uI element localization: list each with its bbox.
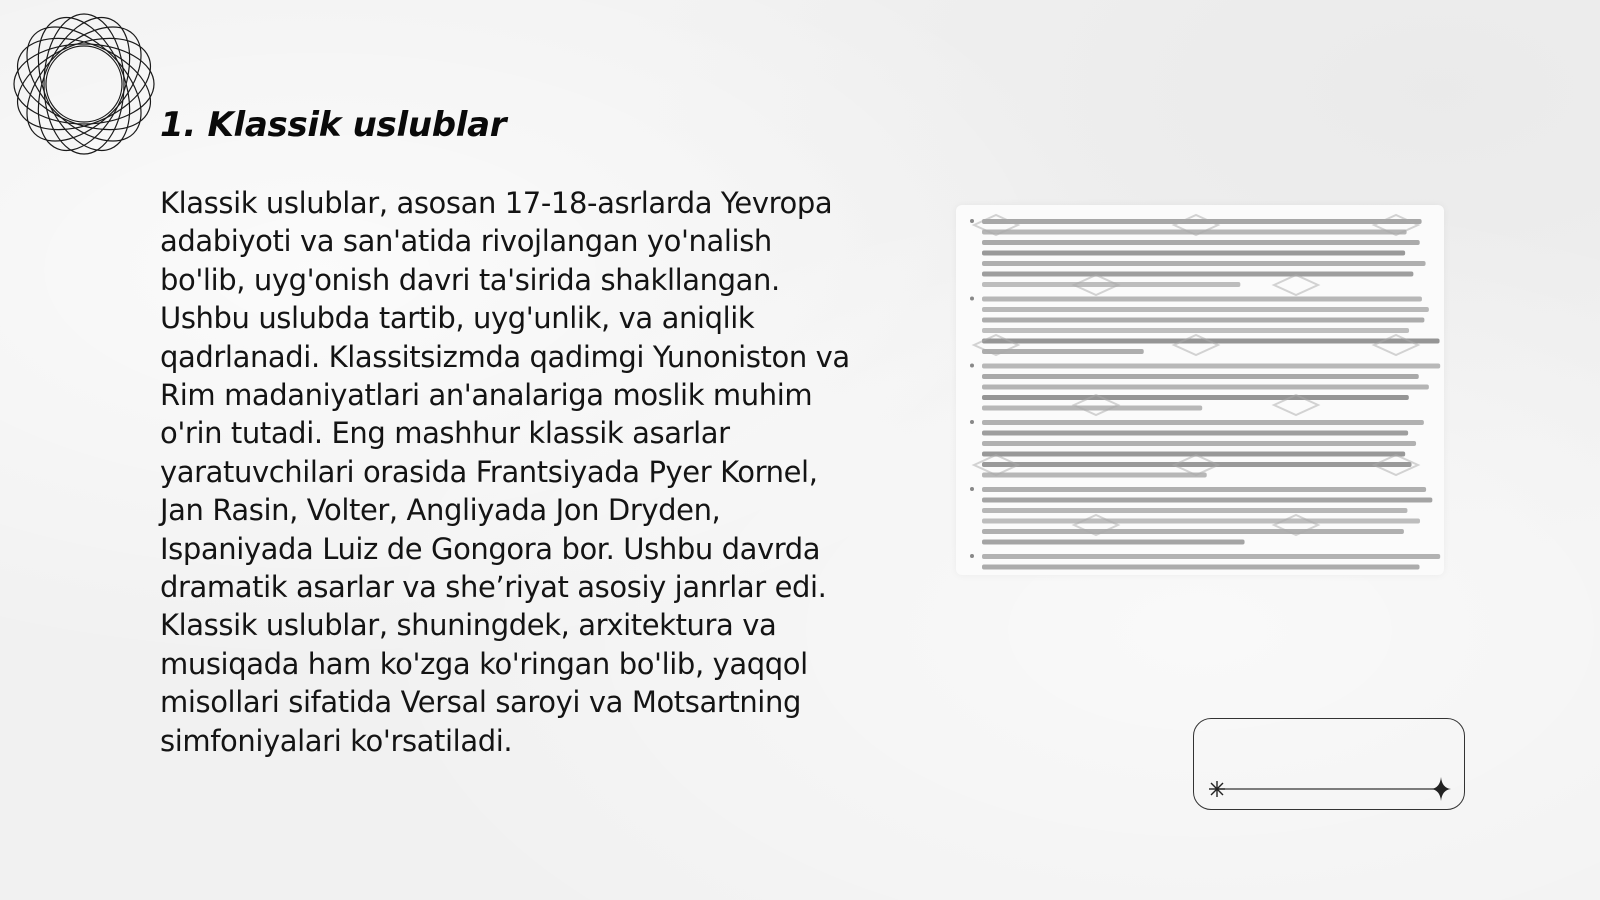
document-scan-image — [956, 205, 1444, 575]
frame-line — [1194, 719, 1466, 811]
slide-body-text: Klassik uslublar, asosan 17-18-asrlarda Yevropa adabiyoti va san'atida rivojlangan yo'nalish bo'lib, uyg'onish davri ta'sirida shakllangan. Ushbu uslubda tartib, uyg'unlik, va aniqlik qadrlanadi. Klassitsizmda qadimgi Yunoniston va Rim madaniyatlari an'analariga moslik muhim o'rin tutadi. Eng mashhur klassik asarlar yaratuvchilari orasida Frantsiyada Pyer Kornel, Jan Rasin, Volter, Angliyada Jon Dryden, Ispaniyada Luiz de Gongora bor. Ushbu davrda dramatik asarlar va she’riyat asosiy janrlar edi. Klassik uslublar, shuningdek, arxitektura va musiqada ham ko'zga ko'ringan bo'lib, yaqqol misollari sifatida Versal saroyi va Motsartning simfoniyalari ko'rsatiladi. — [160, 186, 850, 758]
slide-title: 1. Klassik uslublar — [160, 105, 507, 145]
decorative-frame — [1193, 718, 1465, 810]
sparkle-icon — [1431, 777, 1451, 801]
starburst-icon — [1209, 781, 1225, 797]
spirograph-orb-icon — [10, 10, 158, 158]
